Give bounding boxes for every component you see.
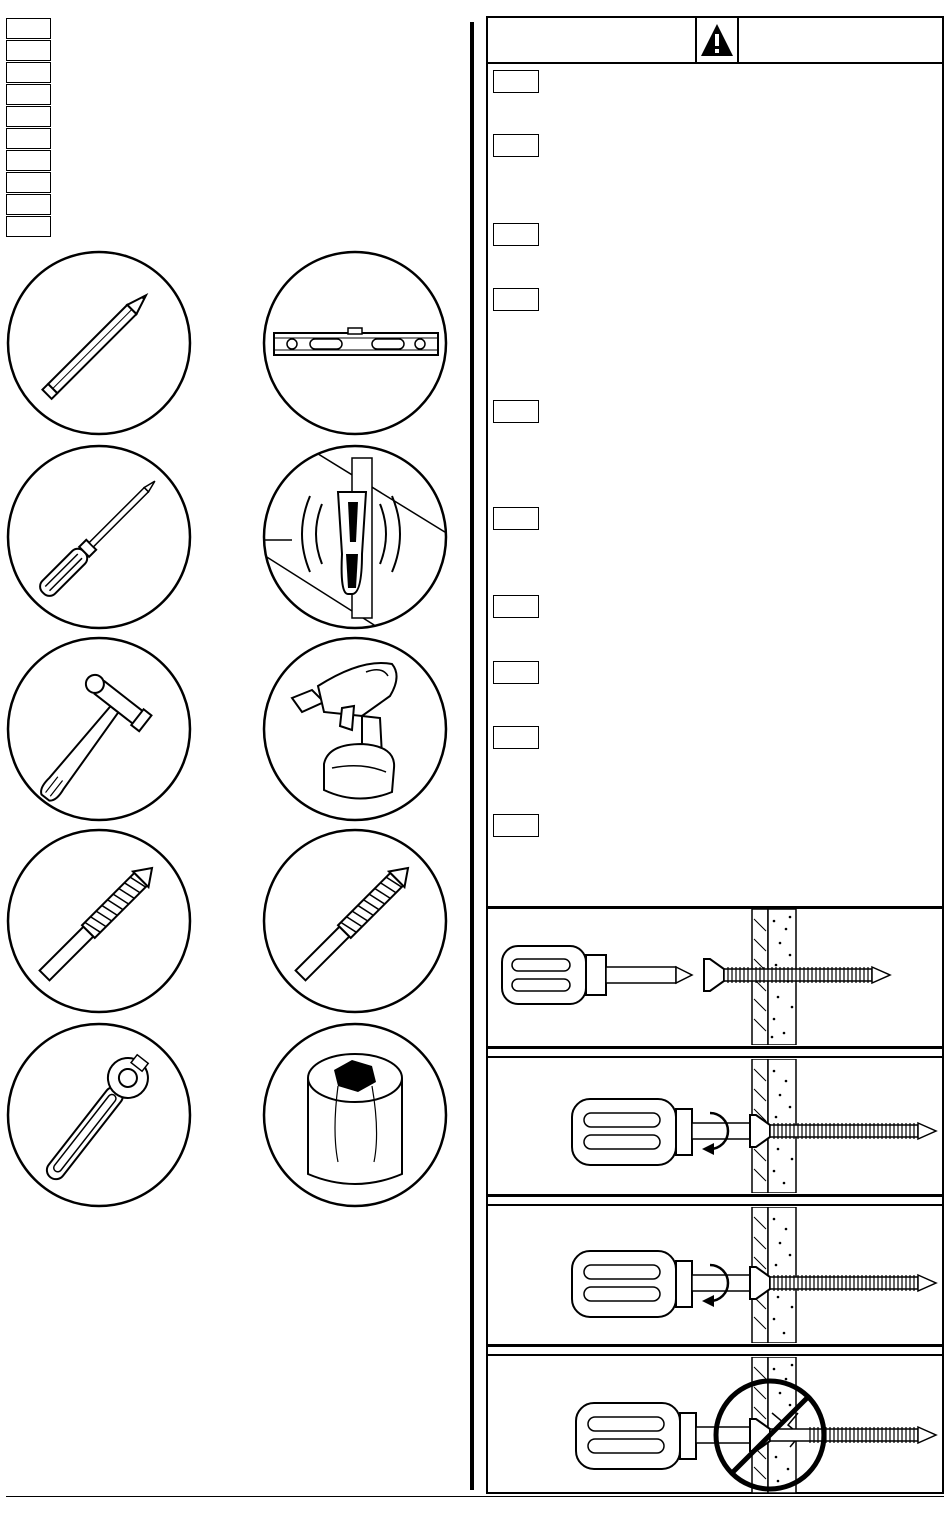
language-tab — [6, 84, 51, 105]
warning-item-number — [493, 814, 539, 837]
warning-panel — [486, 16, 944, 1494]
warning-item-number — [493, 70, 539, 93]
language-tab — [6, 18, 51, 39]
warning-item-number — [493, 223, 539, 246]
figure-divider — [488, 1056, 942, 1058]
column-divider — [470, 22, 474, 1490]
drill-bit-icon — [262, 828, 448, 1014]
language-tab — [6, 106, 51, 127]
language-tab — [6, 194, 51, 215]
warning-item-number — [493, 288, 539, 311]
footer-rule — [6, 1496, 944, 1497]
screw-overtightened-prohibited-figure — [488, 1357, 942, 1493]
warning-item-number — [493, 507, 539, 530]
warning-item-number — [493, 134, 539, 157]
hammer-icon — [6, 636, 192, 822]
screw-seated-correctly-figure — [488, 1207, 942, 1343]
stud-finder-icon — [262, 444, 448, 630]
drill-bit-icon — [6, 828, 192, 1014]
warning-item-number — [493, 661, 539, 684]
screw-before-driving-figure — [488, 909, 942, 1045]
screw-driving-clockwise-figure — [488, 1059, 942, 1193]
level-icon — [262, 250, 448, 436]
screwdriver-icon — [6, 444, 192, 630]
warning-header — [488, 18, 942, 64]
warning-item-number — [493, 400, 539, 423]
ratchet-icon — [6, 1022, 192, 1208]
language-tab — [6, 150, 51, 171]
warning-item-number — [493, 595, 539, 618]
drill-icon — [262, 636, 448, 822]
language-tab — [6, 216, 51, 237]
figure-divider — [488, 1344, 942, 1347]
language-tab — [6, 128, 51, 149]
figure-divider — [488, 1204, 942, 1206]
figure-divider — [488, 1046, 942, 1049]
warning-item-number — [493, 726, 539, 749]
figure-divider — [488, 1194, 942, 1197]
pencil-icon — [6, 250, 192, 436]
figure-divider — [488, 1354, 942, 1356]
language-tab — [6, 40, 51, 61]
socket-icon — [262, 1022, 448, 1208]
language-tab — [6, 172, 51, 193]
warning-triangle-icon — [695, 18, 739, 62]
language-tab — [6, 62, 51, 83]
